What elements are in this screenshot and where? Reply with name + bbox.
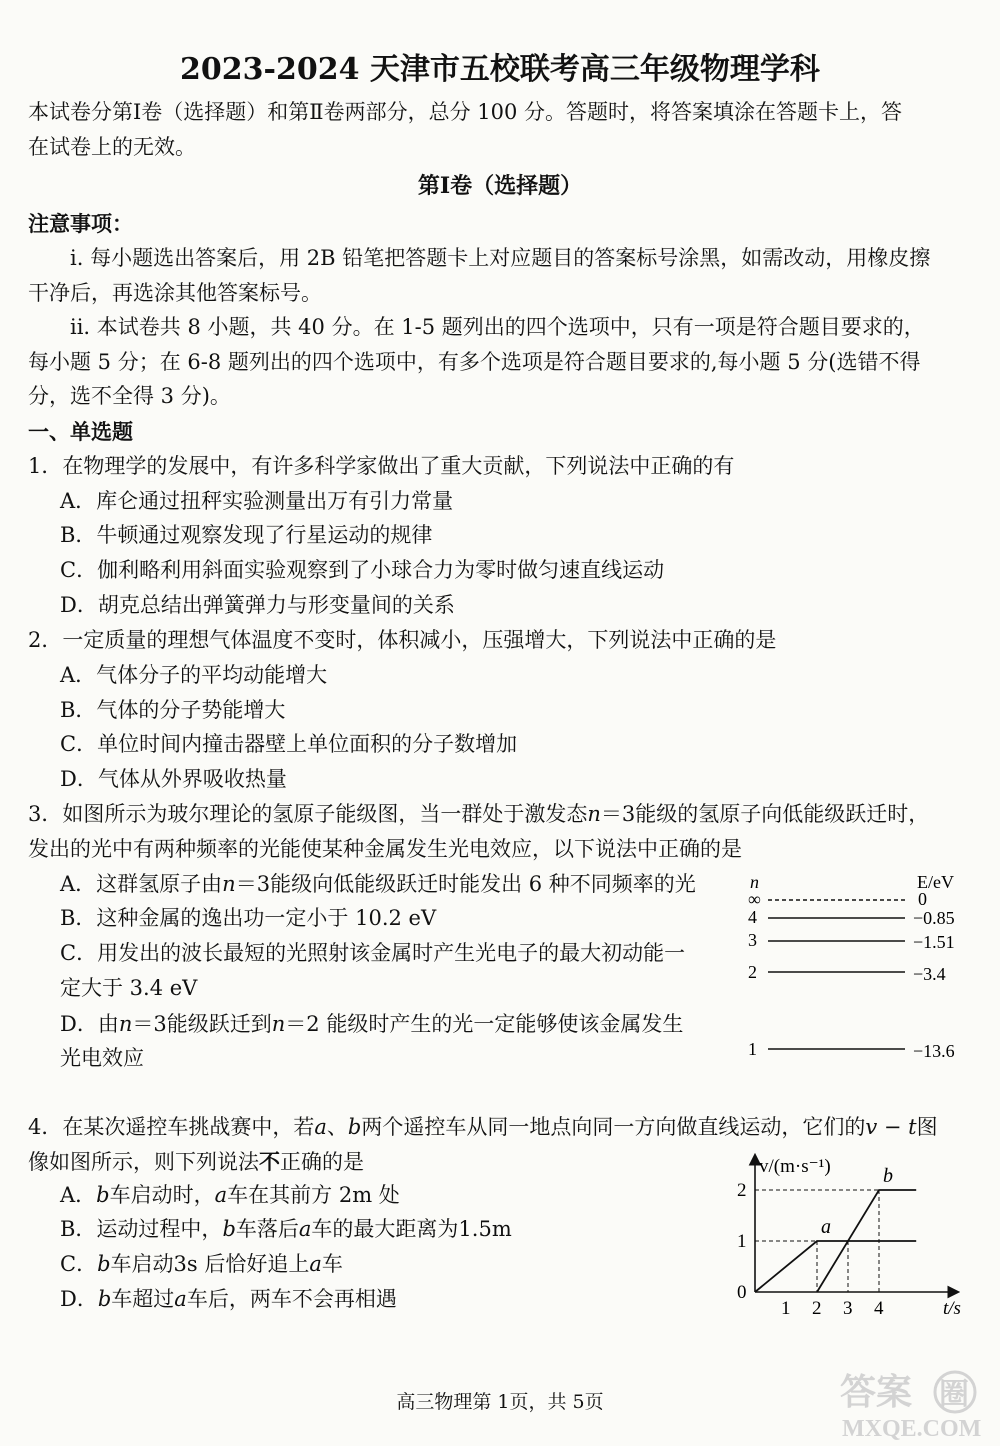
q1-stem: 1．在物理学的发展中，有许多科学家做出了重大贡献，下列说法中正确的有 — [28, 454, 735, 478]
intro-line-1: 本试卷分第Ⅰ卷（选择题）和第Ⅱ卷两部分，总分 100 分。答题时，将答案填涂在答题卡上，答 — [28, 100, 902, 124]
level-1-n: 1 — [748, 1039, 757, 1059]
level-2-n: 2 — [748, 962, 757, 982]
q4-stem-line-2: 像如图所示，则下列说法不正确的是 — [28, 1149, 364, 1174]
y-tick-1: 1 — [737, 1231, 747, 1252]
page-footer: 高三物理第 1页，共 5页 — [396, 1391, 604, 1413]
y-axis-label: v/(m·s⁻¹) — [759, 1156, 831, 1177]
q3-stem-line-1: 3．如图所示为玻尔理论的氢原子能级图，当一群处于激发态n＝3能级的氢原子向低能级跃迁时， — [28, 802, 930, 826]
x-tick-1: 1 — [781, 1298, 791, 1319]
part-1-heading: 一、单选题 — [28, 419, 133, 444]
level-3-energy: −1.51 — [913, 932, 955, 952]
note-line-1: i. 每小题选出答案后，用 2B 铅笔把答题卡上对应题目的答案标号涂黑，如需改动，用橡皮擦 — [70, 246, 931, 270]
q4-option-a: A．b车启动时，a车在其前方 2m 处 — [60, 1183, 400, 1207]
q1-option-b: B．牛顿通过观察发现了行星运动的规律 — [60, 523, 433, 547]
note-line-3: ii. 本试卷共 8 小题，共 40 分。在 1-5 题列出的四个选项中，只有一项是符合题目要求的， — [70, 315, 925, 339]
n-axis-label: n — [750, 872, 759, 892]
q3-stem-line-2: 发出的光中有两种频率的光能使某种金属发生光电效应，以下说法中正确的是 — [28, 837, 742, 861]
q3-option-b: B．这种金属的逸出功一定小于 10.2 eV — [60, 906, 437, 930]
notes-heading: 注意事项： — [28, 211, 133, 236]
page-title: 2023-2024 天津市五校联考高三年级物理学科 — [180, 52, 820, 87]
x-tick-2: 2 — [812, 1298, 822, 1319]
section-1-title: 第Ⅰ卷（选择题） — [417, 173, 583, 199]
q3-option-a: A．这群氢原子由n＝3能级向低能级跃迁时能发出 6 种不同频率的光 — [60, 872, 696, 896]
svg-text:MXQE.COM: MXQE.COM — [842, 1416, 982, 1440]
level-1-energy: −13.6 — [913, 1041, 955, 1061]
level-2-energy: −3.4 — [913, 964, 946, 984]
energy-axis-label: E/eV — [917, 872, 954, 892]
note-line-5: 分，选不全得 3 分)。 — [28, 384, 231, 408]
q2-option-b: B．气体的分子势能增大 — [60, 698, 286, 722]
series-b-label: b — [883, 1165, 893, 1187]
q1-option-a: A．库仑通过扭秤实验测量出万有引力常量 — [60, 489, 454, 513]
q2-option-c: C．单位时间内撞击器壁上单位面积的分子数增加 — [60, 732, 518, 756]
level-4-energy: −0.85 — [913, 908, 955, 928]
q3-option-d-line-2: 光电效应 — [60, 1046, 144, 1070]
q3-option-c-line-2: 定大于 3.4 eV — [60, 976, 198, 1000]
q4-option-d: D．b车超过a车后，两车不会再相遇 — [60, 1287, 397, 1311]
note-line-2: 干净后，再选涂其他答案标号。 — [28, 281, 322, 305]
svg-text:圈: 圈 — [939, 1378, 969, 1411]
q4-option-c: C．b车启动3s 后恰好追上a车 — [60, 1252, 343, 1276]
origin-label: 0 — [737, 1282, 747, 1303]
x-tick-3: 3 — [843, 1298, 853, 1319]
velocity-time-chart — [725, 1148, 980, 1320]
level-4-n: 4 — [748, 907, 757, 927]
y-tick-2: 2 — [737, 1180, 747, 1201]
q4-stem-line-1: 4．在某次遥控车挑战赛中，若a、b两个遥控车从同一地点向同一方向做直线运动，它们的v − t图 — [28, 1115, 938, 1139]
q2-option-d: D．气体从外界吸收热量 — [60, 767, 287, 791]
energy-level-diagram — [735, 868, 975, 1068]
level-3-n: 3 — [748, 930, 757, 950]
watermark-logo — [838, 1366, 988, 1440]
series-a-line — [755, 1241, 916, 1292]
level-inf-n: ∞ — [748, 889, 761, 909]
x-tick-4: 4 — [874, 1298, 884, 1319]
q3-option-d-line-1: D．由n＝3能级跃迁到n＝2 能级时产生的光一定能够使该金属发生 — [60, 1012, 684, 1036]
q1-option-d: D．胡克总结出弹簧弹力与形变量间的关系 — [60, 593, 455, 617]
q3-option-c-line-1: C．用发出的波长最短的光照射该金属时产生光电子的最大初动能一 — [60, 941, 686, 965]
q4-option-b: B．运动过程中，b车落后a车的最大距离为1.5m — [60, 1217, 512, 1241]
svg-text:答案: 答案 — [840, 1372, 913, 1412]
q1-option-c: C．伽利略利用斜面实验观察到了小球合力为零时做匀速直线运动 — [60, 558, 665, 582]
note-line-4: 每小题 5 分；在 6-8 题列出的四个选项中，有多个选项是符合题目要求的,每小题 5 分(选错不得 — [28, 350, 921, 374]
level-inf-energy: 0 — [918, 889, 927, 909]
x-axis-label: t/s — [943, 1298, 961, 1319]
intro-line-2: 在试卷上的无效。 — [28, 135, 196, 159]
series-a-label: a — [821, 1216, 831, 1238]
q2-option-a: A．气体分子的平均动能增大 — [60, 663, 328, 687]
q2-stem: 2．一定质量的理想气体温度不变时，体积减小，压强增大，下列说法中正确的是 — [28, 628, 777, 652]
